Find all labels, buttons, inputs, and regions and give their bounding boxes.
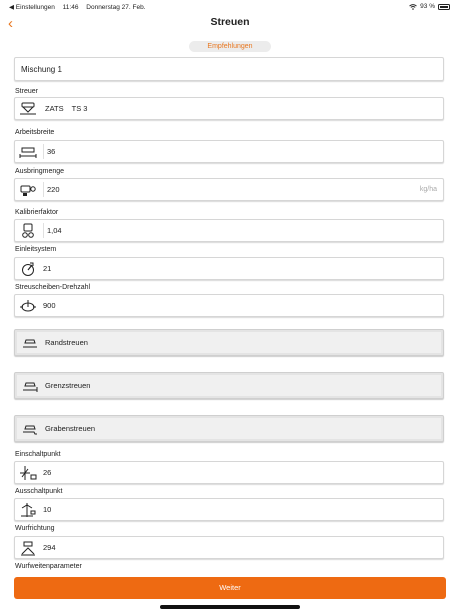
- grenzstreuen-toggle[interactable]: [14, 372, 444, 399]
- einschaltpunkt-field[interactable]: [14, 461, 444, 484]
- arbeitsbreite-value: 36: [47, 147, 56, 156]
- nav-bar: [0, 12, 460, 34]
- ausbringmenge-label: Ausbringmenge: [15, 168, 65, 175]
- streuer-field[interactable]: [14, 97, 444, 120]
- status-date: Donnerstag 27. Feb.: [86, 4, 146, 11]
- ausbringmenge-value: 220: [47, 185, 60, 194]
- throw-direction-icon: [15, 537, 41, 558]
- drehzahl-value: 900: [43, 301, 56, 310]
- ausbringmenge-field[interactable]: [14, 178, 444, 201]
- back-to-app[interactable]: ◀ Einstellungen: [9, 4, 55, 11]
- wifi-icon: [409, 4, 417, 10]
- wurfrichtung-label: Wurfrichtung: [15, 525, 55, 532]
- grabenstreuen-label: Grabenstreuen: [45, 424, 96, 433]
- weiter-button[interactable]: Weiter: [14, 577, 446, 599]
- arbeitsbreite-label: Arbeitsbreite: [15, 129, 55, 136]
- border-spreading-icon: [15, 337, 45, 349]
- streuer-model: TS 3: [71, 104, 88, 113]
- grabenstreuen-toggle[interactable]: [14, 415, 444, 442]
- battery-percent: 93 %: [420, 3, 435, 10]
- boundary-spreading-icon: [15, 380, 45, 392]
- field-divider: [43, 144, 44, 159]
- field-divider: [43, 223, 44, 238]
- spreader-icon: [15, 98, 41, 119]
- randstreuen-toggle[interactable]: [14, 329, 444, 356]
- einschaltpunkt-label: Einschaltpunkt: [15, 451, 61, 458]
- kalibrierfaktor-field[interactable]: [14, 219, 444, 242]
- ausbringmenge-unit: kg/ha: [419, 186, 437, 193]
- einleitsystem-label: Einleitsystem: [15, 246, 57, 253]
- dial-icon: [15, 258, 41, 279]
- disc-rpm-icon: [15, 295, 41, 316]
- ausschaltpunkt-field[interactable]: [14, 498, 444, 521]
- calibration-icon: [15, 220, 41, 241]
- wurfrichtung-value: 294: [43, 543, 56, 552]
- kalibrierfaktor-value: 1,04: [47, 226, 62, 235]
- wurfrichtung-field[interactable]: [14, 536, 444, 559]
- recommendations-button[interactable]: Empfehlungen: [189, 41, 271, 52]
- page-title: Streuen: [210, 16, 250, 28]
- status-bar: [0, 0, 460, 12]
- streuer-brand: ZATS: [45, 104, 64, 113]
- grenzstreuen-label: Grenzstreuen: [45, 381, 91, 390]
- wurfweiten-label: Wurfweitenparameter: [15, 563, 82, 570]
- application-rate-icon: [15, 179, 41, 200]
- drehzahl-label: Streuscheiben-Drehzahl: [15, 284, 91, 291]
- back-chevron-icon[interactable]: ‹: [8, 15, 13, 32]
- ausschaltpunkt-label: Ausschaltpunkt: [15, 488, 63, 495]
- einleitsystem-value: 21: [43, 264, 52, 273]
- streuer-label: Streuer: [15, 88, 38, 95]
- ausschaltpunkt-value: 10: [43, 505, 52, 514]
- switch-off-point-icon: [15, 499, 41, 520]
- field-divider: [43, 182, 44, 197]
- randstreuen-label: Randstreuen: [45, 338, 88, 347]
- kalibrierfaktor-label: Kalibrierfaktor: [15, 209, 59, 216]
- home-indicator: [160, 605, 300, 609]
- switch-on-point-icon: [15, 462, 41, 483]
- working-width-icon: [15, 141, 41, 162]
- battery-icon: [438, 4, 450, 10]
- einschaltpunkt-value: 26: [43, 468, 52, 477]
- ditch-spreading-icon: [15, 423, 45, 435]
- status-time: 11:46: [62, 4, 79, 11]
- arbeitsbreite-field[interactable]: [14, 140, 444, 163]
- einleitsystem-field[interactable]: [14, 257, 444, 280]
- drehzahl-field[interactable]: [14, 294, 444, 317]
- mixture-field[interactable]: Mischung 1: [14, 57, 444, 81]
